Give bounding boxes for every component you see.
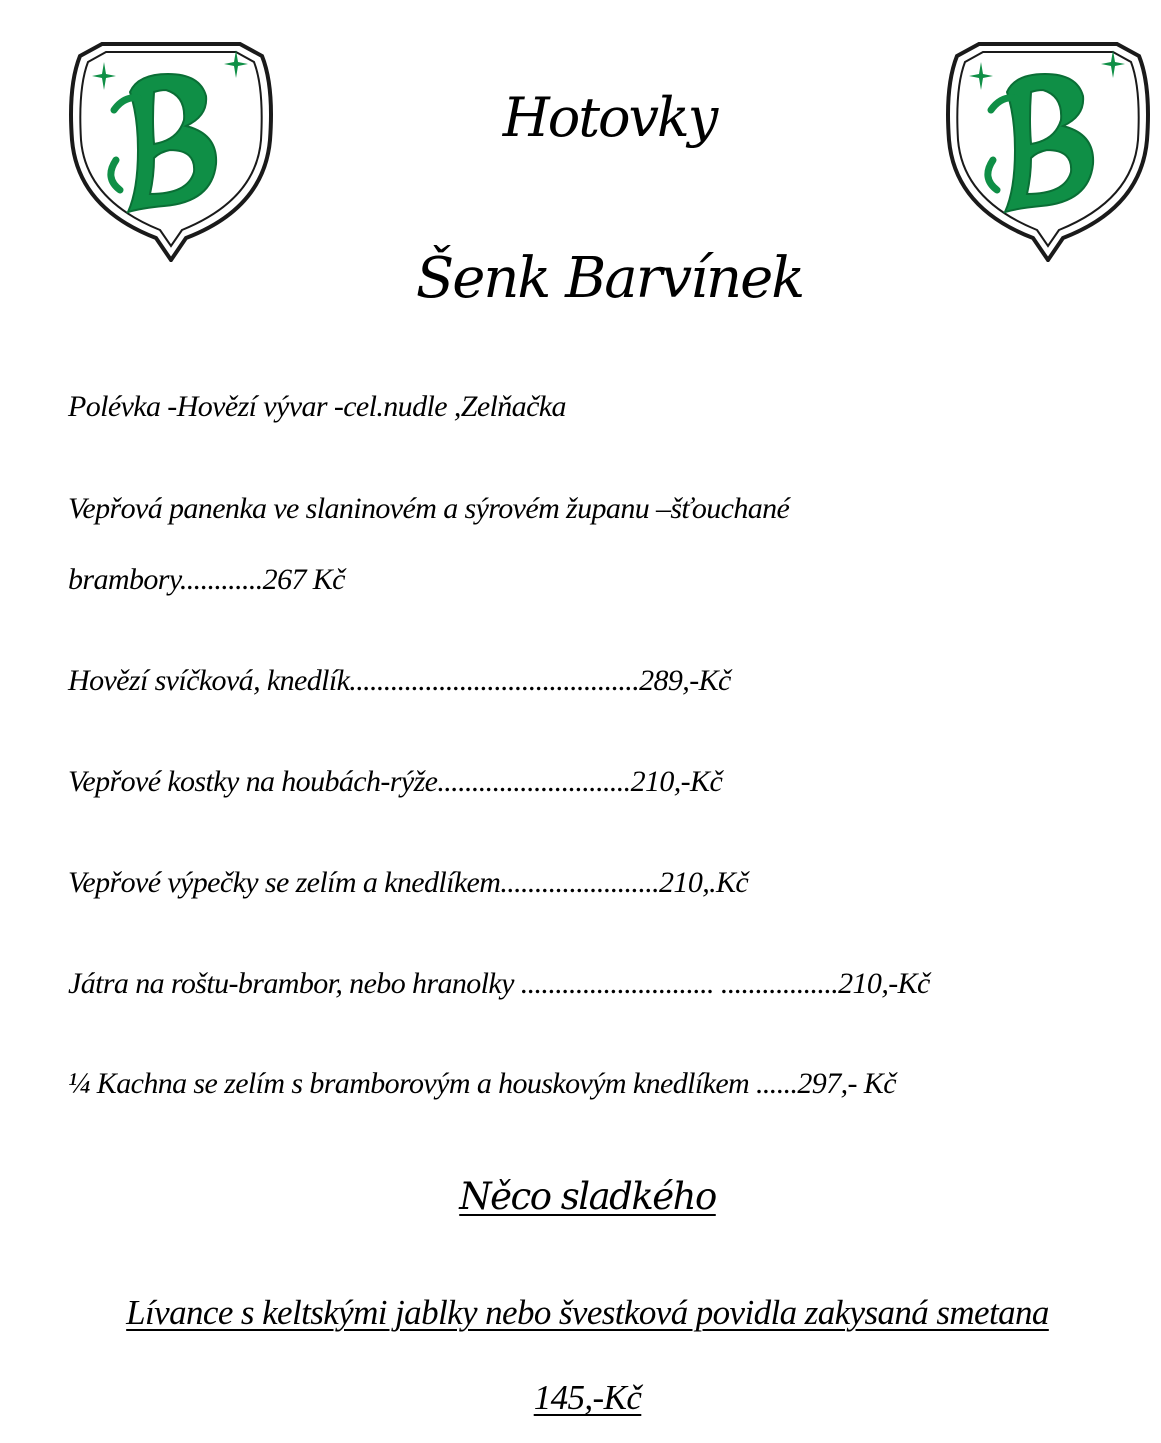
logo-left bbox=[68, 40, 274, 262]
menu-item-pork-tenderloin: Vepřová panenka ve slaninovém a sýrovém županu –šťouchané bbox=[68, 492, 790, 525]
dessert-heading-text: Něco sladkého bbox=[459, 1175, 716, 1218]
page-title: Hotovky bbox=[502, 86, 717, 149]
shield-crest-icon bbox=[945, 40, 1151, 262]
dessert-price-text: 145,-Kč bbox=[533, 1378, 642, 1417]
dessert-heading bbox=[0, 1175, 1161, 1218]
menu-item-pork-tenderloin-cont: brambory............267 Kč bbox=[68, 563, 345, 596]
restaurant-name: Šenk Barvínek bbox=[415, 246, 804, 311]
dessert-item bbox=[0, 1293, 1161, 1333]
logo-right bbox=[945, 40, 1151, 262]
menu-item-liver: Játra na roštu-brambor, nebo hranolky ............................ .................210,-Kč bbox=[68, 967, 930, 1000]
logo-letter: B bbox=[68, 40, 69, 41]
menu-item-pork-roast: Vepřové výpečky se zelím a knedlíkem.......................210,.Kč bbox=[68, 866, 749, 899]
dessert-price bbox=[0, 1378, 1161, 1418]
menu-item-svickova: Hovězí svíčková, knedlík..........................................289,-Kč bbox=[68, 664, 731, 697]
menu-item-pork-cubes: Vepřové kostky na houbách-rýže............................210,-Kč bbox=[68, 765, 723, 798]
dessert-item-text: Lívance s keltskými jablky nebo švestková povidla zakysaná smetana bbox=[126, 1293, 1049, 1332]
shield-crest-icon bbox=[68, 40, 274, 262]
menu-item-duck: ¼ Kachna se zelím s bramborovým a houskovým knedlíkem ......297,- Kč bbox=[68, 1067, 896, 1100]
menu-item-soup: Polévka -Hovězí vývar -cel.nudle ,Zelňačka bbox=[68, 390, 566, 423]
